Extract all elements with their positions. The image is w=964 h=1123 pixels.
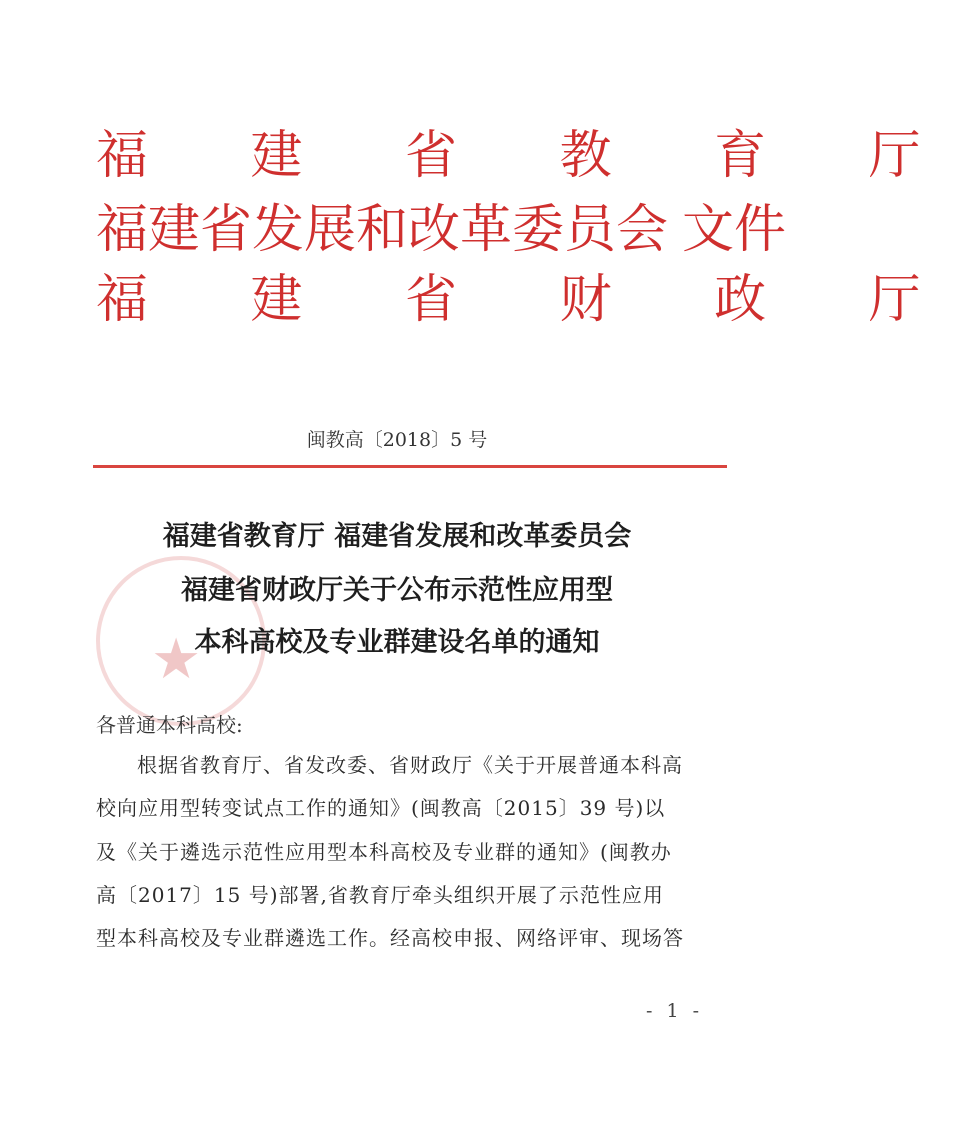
body-text-line: 根据省教育厅、省发改委、省财政厅《关于开展普通本科高 xyxy=(137,753,683,777)
document-number: 闽教高〔2018〕5 号 xyxy=(306,429,488,451)
notice-title-line-1: 福建省教育厅 福建省发展和改革委员会 xyxy=(162,521,632,552)
body-text-line: 型本科高校及专业群遴选工作。经高校申报、网络评审、现场答 xyxy=(96,926,684,950)
red-divider-rule xyxy=(93,465,727,468)
body-text-line: 校向应用型转变试点工作的通知》(闽教高〔2015〕39 号)以 xyxy=(96,796,666,820)
issuer-line-finance-department: 福 建 省 财 政 厅 xyxy=(96,270,964,330)
salutation: 各普通本科高校: xyxy=(96,713,243,737)
notice-title-line-2: 福建省财政厅关于公布示范性应用型 xyxy=(181,575,613,606)
seal-star-icon: ★ xyxy=(151,627,202,692)
issuer-line-education-department: 福 建 省 教 育 厅 xyxy=(96,126,964,186)
issuer-line-development-reform-commission xyxy=(96,200,786,260)
body-text-line: 及《关于遴选示范性应用型本科高校及专业群的通知》(闽教办 xyxy=(96,840,672,864)
page-number: - 1 - xyxy=(646,1000,704,1022)
notice-title-line-3: 本科高校及专业群建设名单的通知 xyxy=(194,627,600,658)
issuer-name: 福建省发展和改革委员会 xyxy=(96,200,669,260)
document-label: 文件 xyxy=(682,200,787,260)
body-text-line: 高〔2017〕15 号)部署,省教育厅牵头组织开展了示范性应用 xyxy=(96,883,664,907)
